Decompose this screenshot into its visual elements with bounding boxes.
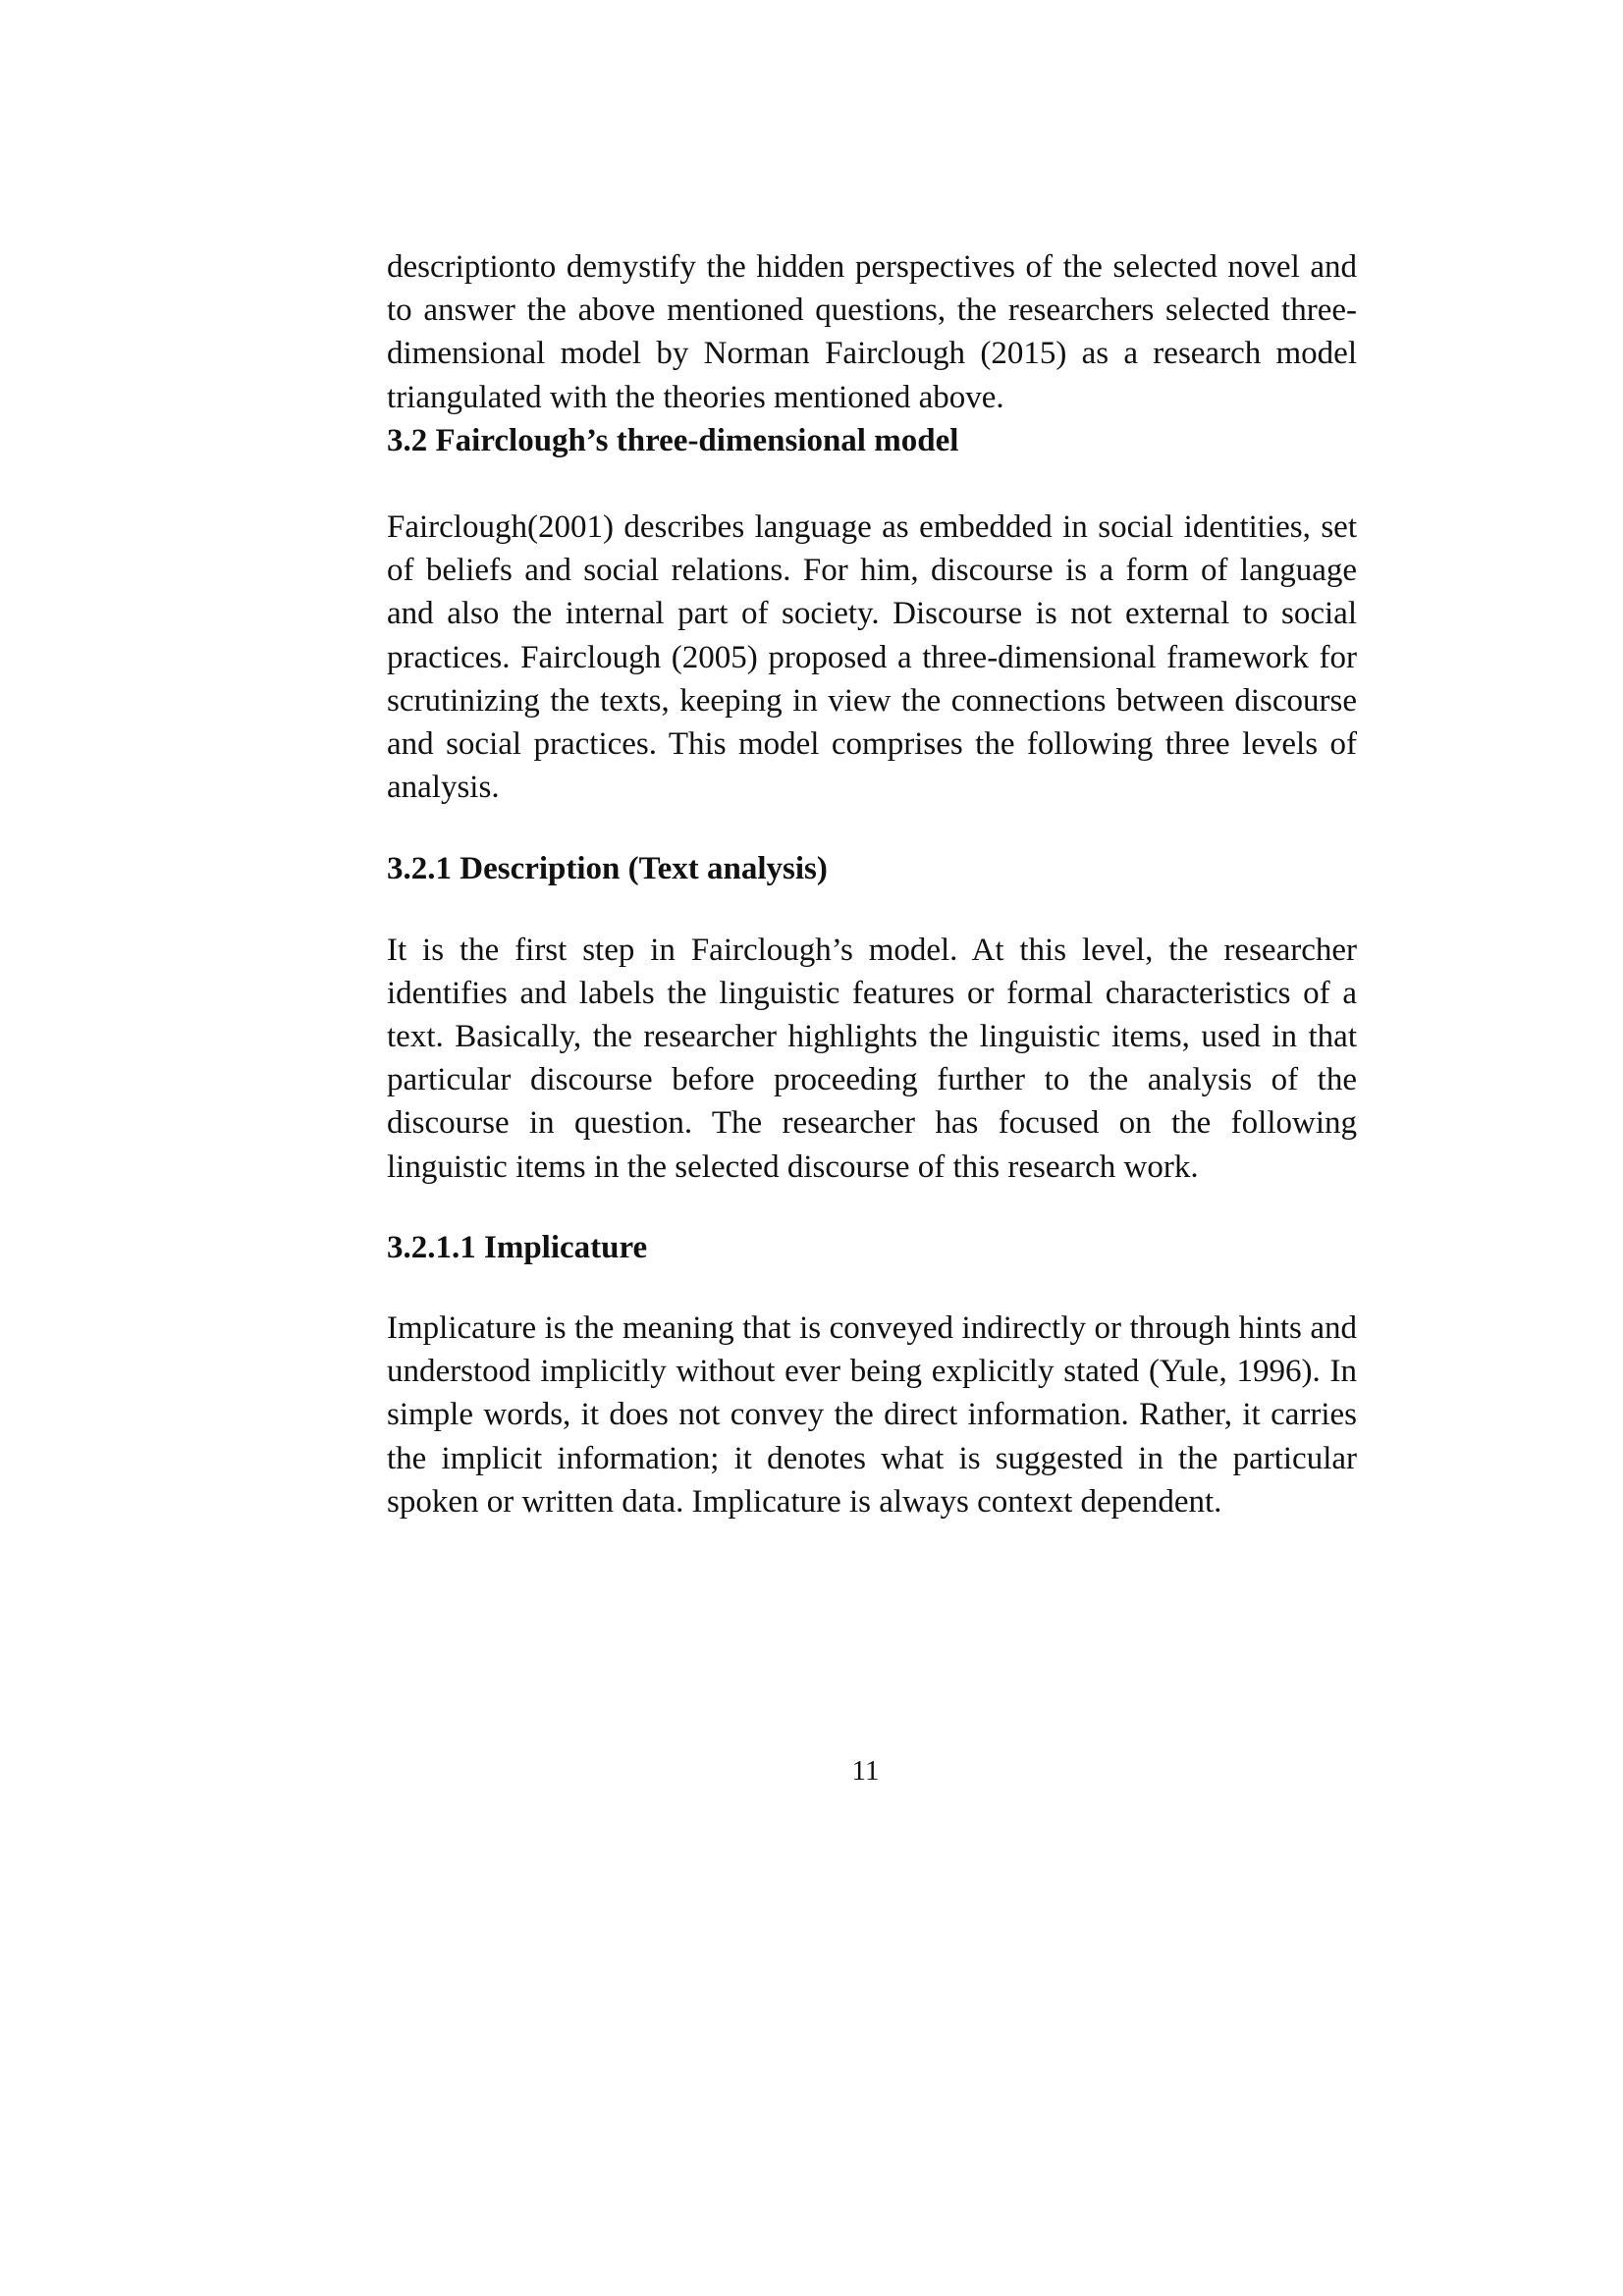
page-number: 11 — [851, 1755, 880, 1787]
paragraph-intro-continued: descriptionto demystify the hidden perspectives of the selected novel and to answer the above mentioned questions, the researchers selected three-dimensional model by Norman Fairclough (2015) as a research model triangulated with the theories mentioned above. — [387, 249, 1357, 415]
page-body — [387, 245, 1357, 1523]
heading-section-3-2: 3.2 Fairclough’s three-dimensional model — [387, 422, 959, 458]
paragraph-implicature: Implicature is the meaning that is conveyed indirectly or through hints and understood implicitly without ever being explicitly stated (Yule, 1996). In simple words, it does not convey the direct information. Rather, it carries the implicit information; it denotes what is suggested in the particular spoken or written data. Implicature is always context dependent. — [387, 1310, 1357, 1520]
heading-section-3-2-1-1: 3.2.1.1 Implicature — [387, 1229, 648, 1265]
paragraph-fairclough-framework: Fairclough(2001) describes language as embedded in social identities, set of beliefs and social relations. For him, discourse is a form of language and also the internal part of society. Discourse is not external to social practices. Fairclough (2005) proposed a three-dimensional framework for scrutinizing the texts, keeping in view the connections between discourse and social practices. This model comprises the following three levels of analysis. — [387, 509, 1357, 806]
paragraph-description-text-analysis: It is the first step in Fairclough’s model. At this level, the researcher identifies and labels the linguistic features or formal characteristics of a text. Basically, the researcher highlights the linguistic items, used in that particular discourse before proceeding further to the analysis of the discourse in question. The researcher has focused on the following linguistic items in the selected discourse of this research work. — [387, 932, 1357, 1185]
heading-section-3-2-1: 3.2.1 Description (Text analysis) — [387, 851, 828, 887]
